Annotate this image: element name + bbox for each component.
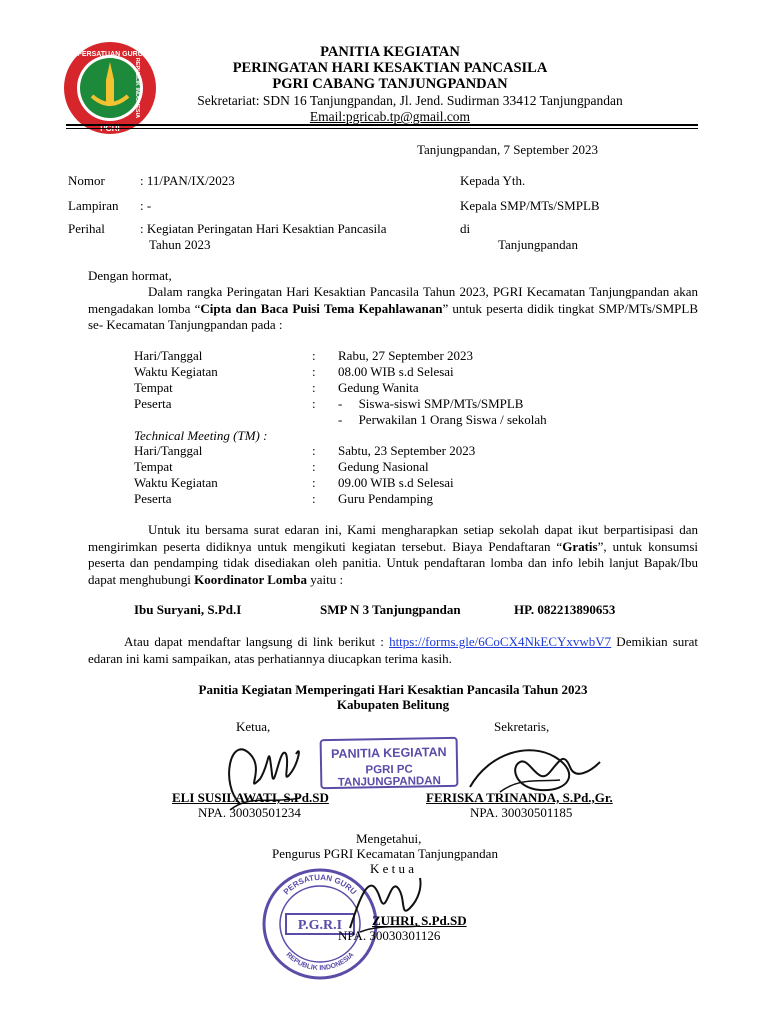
letter-date: Tanjungpandan, 7 September 2023 <box>417 142 599 157</box>
letterhead-line1: PANITIA KEGIATAN <box>320 44 460 60</box>
event-label: Peserta <box>134 396 172 411</box>
lampiran-label: Lampiran <box>68 198 119 213</box>
intro-text-bold: Cipta dan Baca Puisi Tema Kepahlawanan <box>200 300 443 316</box>
contact-phone: HP. 082213890653 <box>514 602 616 617</box>
sekretaris-name: FERISKA TRINANDA, S.Pd.,Gr. <box>426 790 613 805</box>
tm-colon: : <box>312 443 316 458</box>
participation-text-a: Untuk itu bersama surat edaran ini, Kami mengharapkan setiap sekolah dapat ikut berpartisipasi dan mengirimkan peserta didiknya untuk mengikuti kegiatan tersebut. Biaya Pendaftaran “ <box>88 522 698 554</box>
event-label: Waktu Kegiatan <box>134 364 218 379</box>
closing-line1: Panitia Kegiatan Memperingati Hari Kesaktian Pancasila Tahun 2023 <box>198 682 588 697</box>
event-colon: : <box>312 364 316 379</box>
mengetahui: Mengetahui, <box>356 831 422 846</box>
stamp-line2: PGRI PC TANJUNGPANDAN <box>337 763 441 789</box>
koordinator-bold: Koordinator Lomba <box>194 571 307 587</box>
intro-text-end: ” untuk peserta didik tingkat SMP/MTs/SMPLB se- Kecamatan Tanjungpandan pada : <box>88 300 698 332</box>
committee-stamp <box>320 737 459 789</box>
participation-paragraph <box>88 522 698 588</box>
ketua-npa: NPA. 30030501234 <box>198 805 301 820</box>
ketua-name: ELI SUSILAWATI, S.Pd.SD <box>172 790 329 805</box>
perihal-value-2: Tahun 2023 <box>149 237 211 252</box>
recipient-line2: Kepala SMP/MTs/SMPLB <box>460 198 600 213</box>
tm-value: 09.00 WIB s.d Selesai <box>338 475 454 490</box>
tm-label: Waktu Kegiatan <box>134 475 218 490</box>
recipient-line3: di <box>460 221 471 236</box>
perihal-label: Perihal <box>68 221 105 236</box>
letterhead-line2: PERINGATAN HARI KESAKTIAN PANCASILA <box>232 60 548 76</box>
ketua2-title: K e t u a <box>370 861 415 876</box>
link-text-b: Demikian surat edaran ini kami sampaikan, atas perhatiannya diucapkan terima kasih. <box>88 634 698 666</box>
letterhead-line3: PGRI CABANG TANJUNGPANDAN <box>272 76 508 92</box>
tm-label: Tempat <box>134 459 173 474</box>
link-paragraph <box>88 634 698 667</box>
nomor-value: : 11/PAN/IX/2023 <box>140 173 235 188</box>
link-text-a: Atau dapat mendaftar langsung di link berikut : <box>124 634 390 649</box>
participation-text-b: ”, untuk konsumsi peserta dan pendamping tidak disediakan oleh panitia. Untuk pendaftaran lomba dan info lebih lanjut Bapak/Ibu dapat menghubungi <box>88 538 698 587</box>
round-stamp-top: PERSATUAN GURU <box>281 872 359 897</box>
header-rule-thin <box>66 128 698 129</box>
tm-label: Peserta <box>134 491 172 506</box>
closing-line2: Kabupaten Belitung <box>336 697 450 712</box>
letterhead <box>140 44 640 125</box>
tm-colon: : <box>312 459 316 474</box>
tm-heading: Technical Meeting (TM) : <box>134 428 268 443</box>
ketua2-name: ZUHRI, S.Pd.SD <box>372 913 467 928</box>
stamp-line1: PANITIA KEGIATAN <box>330 744 447 762</box>
tm-label: Hari/Tanggal <box>134 443 203 458</box>
event-colon: : <box>312 396 316 411</box>
event-label: Tempat <box>134 380 173 395</box>
round-stamp-bottom: REPUBLIK INDONESIA <box>284 951 356 973</box>
letterhead-email[interactable]: Email:pgricab.tp@gmail.com <box>309 109 471 124</box>
participation-text-c: yaitu : <box>306 571 344 587</box>
recipient-line1: Kepada Yth. <box>460 173 526 188</box>
event-value: Rabu, 27 September 2023 <box>338 348 474 363</box>
tm-value: Gedung Nasional <box>338 459 429 474</box>
tm-value: Sabtu, 23 September 2023 <box>338 443 476 458</box>
greeting: Dengan hormat, <box>88 268 172 283</box>
tm-value: Guru Pendamping <box>338 491 433 506</box>
registration-link[interactable]: https://forms.gle/6CoCX4NkECYxvwbV7 <box>389 634 612 649</box>
round-stamp-center: P.G.R.I <box>297 918 343 933</box>
nomor-label: Nomor <box>68 173 105 188</box>
event-value: Gedung Wanita <box>338 380 419 395</box>
event-colon: : <box>312 348 316 363</box>
logo-text-top: PERSATUAN GURU <box>77 51 143 58</box>
gratis-bold: Gratis <box>562 538 598 554</box>
sekretaris-npa: NPA. 30030501185 <box>470 805 573 820</box>
intro-paragraph <box>88 284 698 334</box>
header-rule-thick <box>66 124 698 126</box>
event-value: - Perwakilan 1 Orang Siswa / sekolah <box>338 412 547 427</box>
event-colon: : <box>312 380 316 395</box>
letterhead-address: Sekretariat: SDN 16 Tanjungpandan, Jl. Jend. Sudirman 33412 Tanjungpandan <box>197 93 623 108</box>
event-value: - Siswa-siswi SMP/MTs/SMPLB <box>338 396 524 411</box>
pengurus: Pengurus PGRI Kecamatan Tanjungpandan <box>272 846 498 861</box>
contact-school: SMP N 3 Tanjungpandan <box>320 602 461 617</box>
perihal-value-1: : Kegiatan Peringatan Hari Kesaktian Pancasila <box>140 221 387 236</box>
tm-colon: : <box>312 475 316 490</box>
event-value: 08.00 WIB s.d Selesai <box>338 364 454 379</box>
logo-text-right: REPUBLIK INDONESIA <box>134 57 140 119</box>
intro-text-a: Dalam rangka Peringatan Hari Kesaktian Pancasila Tahun 2023, PGRI Kecamatan Tanjungpandan akan mengadakan lomba “ <box>88 284 698 316</box>
lampiran-value: : - <box>140 198 152 213</box>
contact-name: Ibu Suryani, S.Pd.I <box>134 602 242 617</box>
ketua-title: Ketua, <box>236 719 271 734</box>
event-label: Hari/Tanggal <box>134 348 203 363</box>
sekretaris-title: Sekretaris, <box>494 719 550 734</box>
ketua2-npa: NPA. 30030301126 <box>338 928 441 943</box>
recipient-line4: Tanjungpandan <box>498 237 578 252</box>
tm-colon: : <box>312 491 316 506</box>
